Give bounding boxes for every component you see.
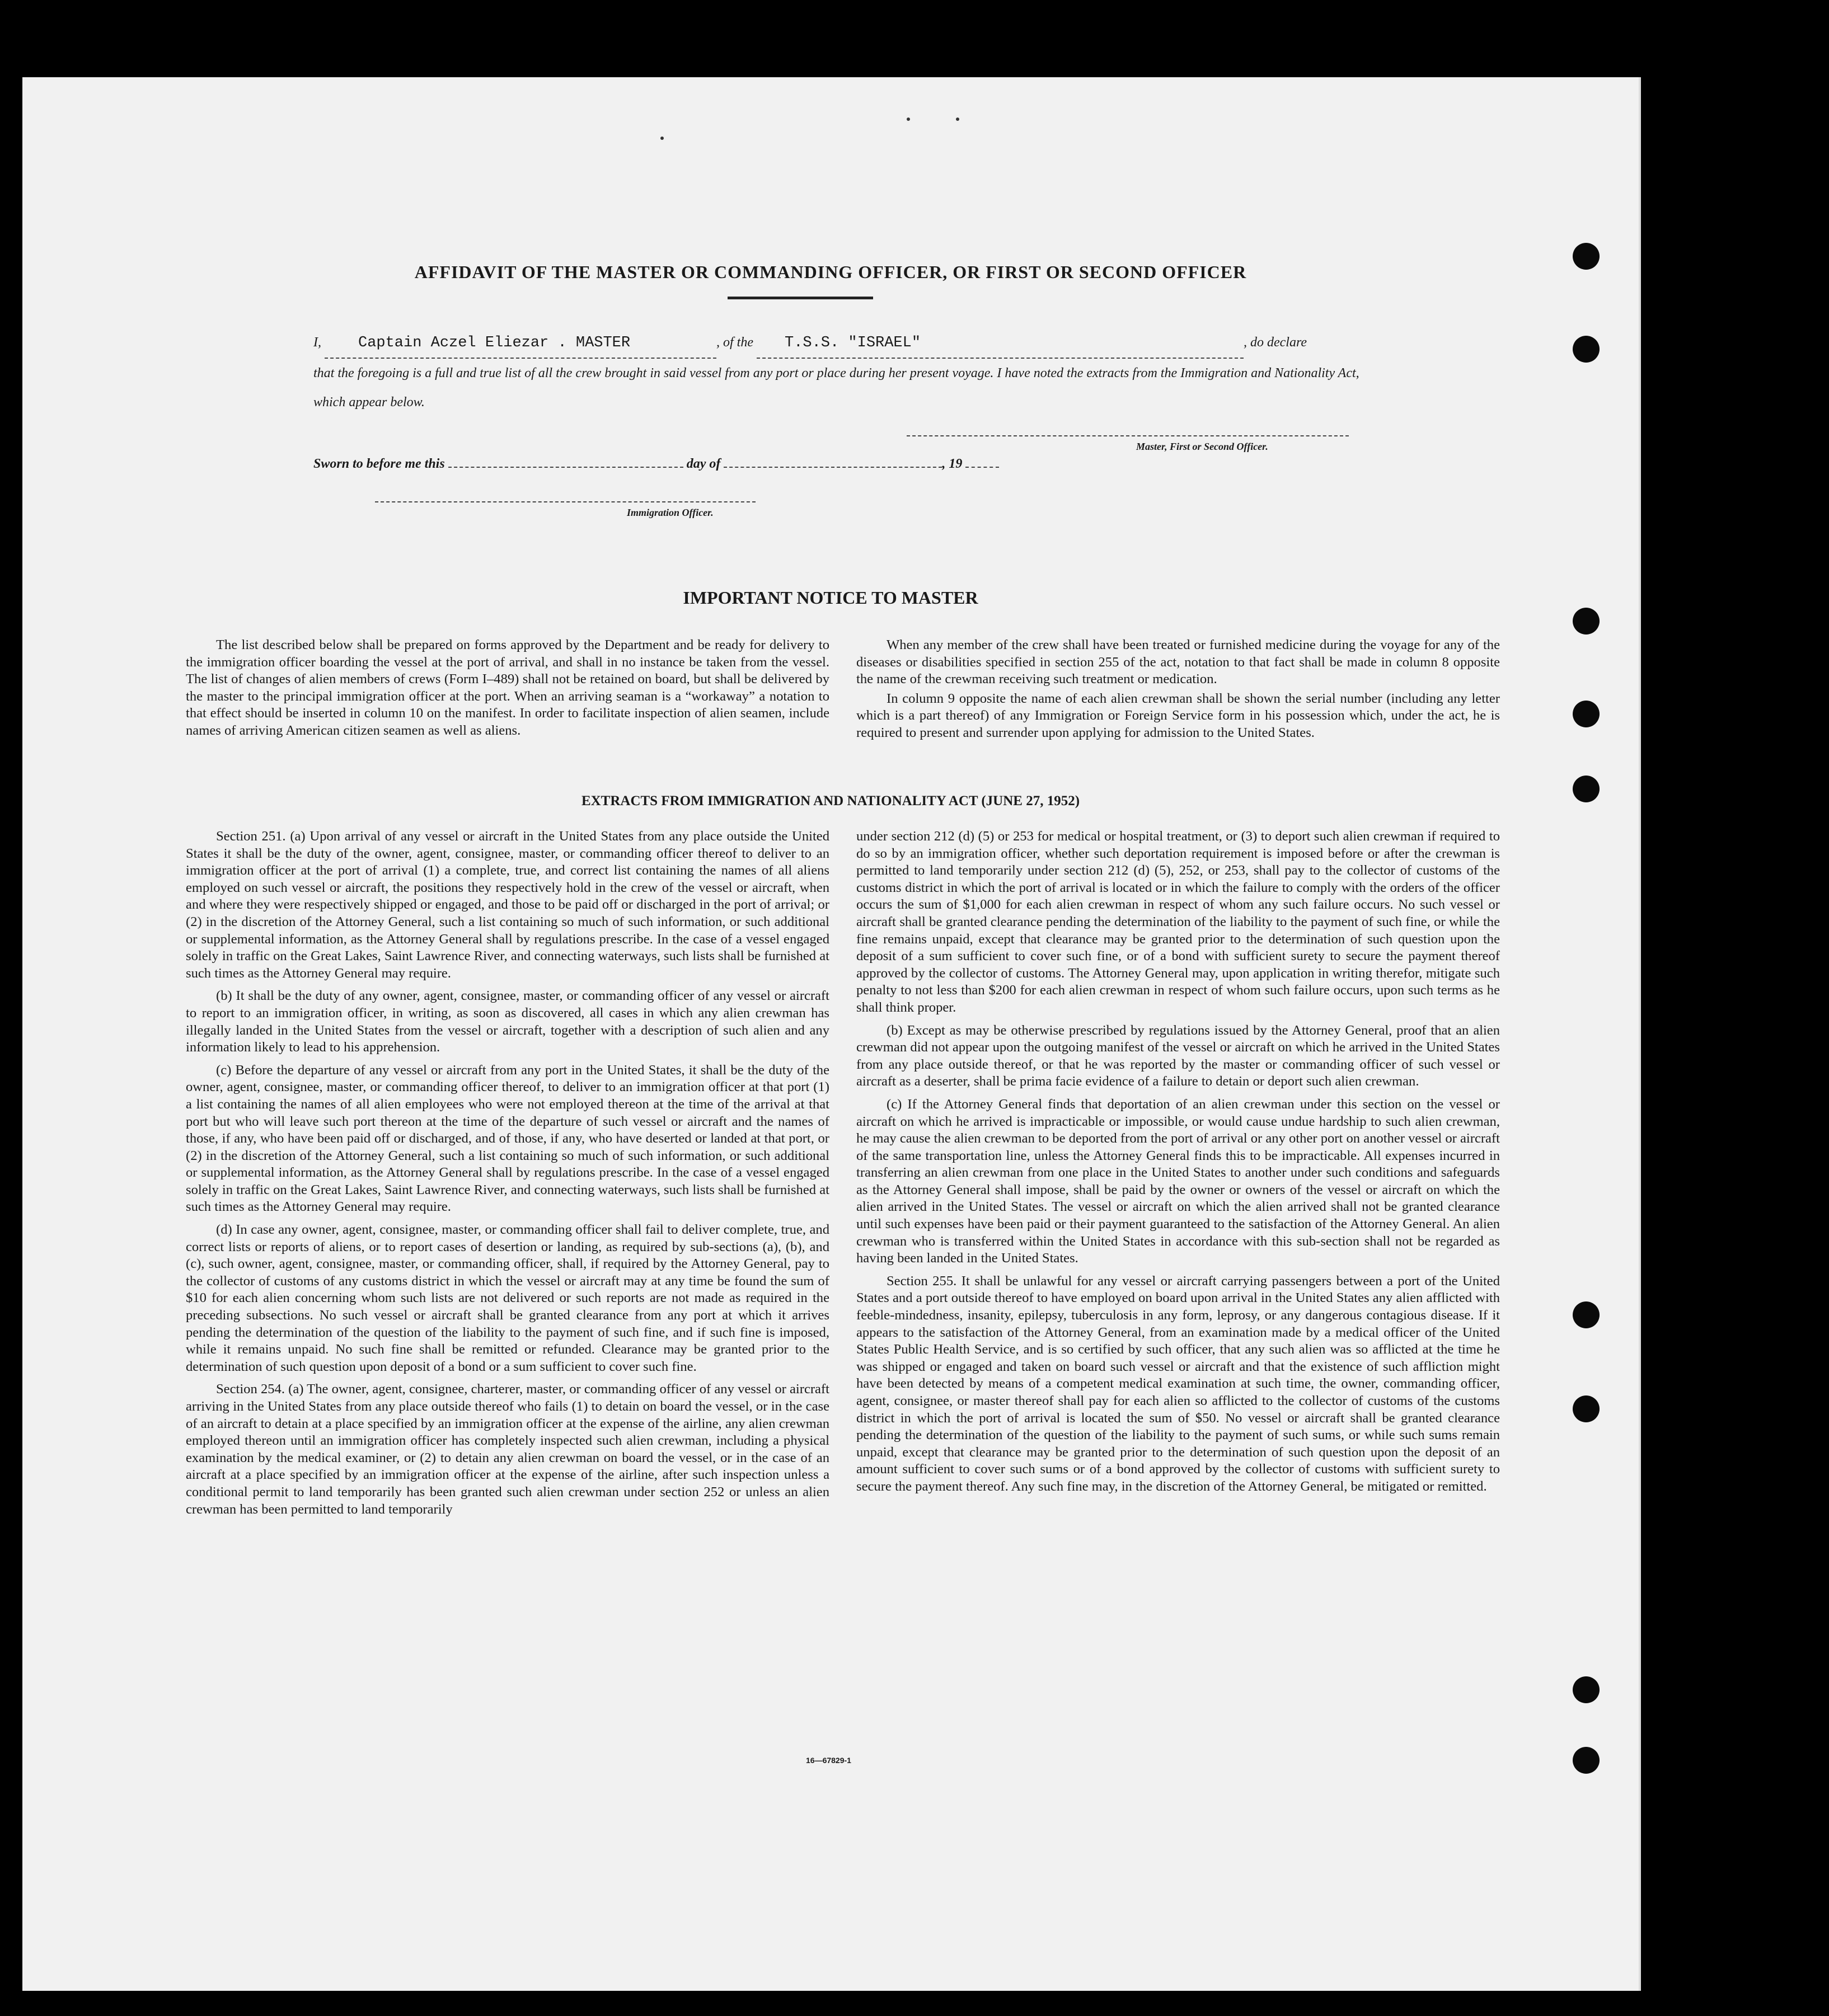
- binder-hole: [1573, 1395, 1600, 1422]
- binder-hole: [1573, 1301, 1600, 1328]
- sworn-label: Sworn to before me this: [313, 457, 445, 471]
- speck: [956, 118, 959, 121]
- sworn-month-field: [724, 467, 942, 468]
- speck: [907, 118, 910, 121]
- immigration-officer-label: Immigration Officer.: [627, 507, 714, 518]
- year-label: , 19: [942, 457, 963, 471]
- extract-paragraph: (d) In case any owner, agent, consignee, master, or commanding officer shall fail to deliver complete, true, and correct lists or reports of aliens, or to report cases of desertion or landing, as required by sub-sections (a), (b), and (c), such owner, agent, consignee, master, or commanding officer, shall, if required by the Attorney General, pay to the collector of customs of any customs district in which the vessel or aircraft may at any time be found the sum of $10 for each alien concerning whom such lists are not delivered or such reports are not made as required in the preceding subsections. No such vessel or aircraft shall be granted clearance from any port at which it arrives pending the determination of the question of the liability to the payment of such fine, and if such fine is imposed, while it remains unpaid. No such fine shall be remitted or refunded. Clearance may be granted prior to the determination of such question upon deposit of a bond or a sum sufficient to cover such fine.: [186, 1222, 829, 1374]
- sworn-year-field: [965, 467, 999, 468]
- sworn-day-field: [448, 467, 683, 468]
- vessel-name: T.S.S. "ISRAEL": [785, 335, 921, 351]
- master-signature-line: [907, 435, 1349, 436]
- declaration-i: I,: [313, 335, 321, 350]
- notice-left-column: [186, 637, 829, 745]
- declaration-text: that the foregoing is a full and true list of all the crew brought in said vessel from any port or place during her present voyage. I have noted the extracts from the Immigration and Nationality Act, which appear below.: [313, 366, 1359, 410]
- notice-right-paragraph-2: In column 9 opposite the name of each alien crewman shall be shown the serial number (including any letter which is a part thereof) of any Immigration or Foreign Service form in his possession which, under the act, he is required to present and surrender upon applying for admission to the United States.: [856, 690, 1500, 740]
- extract-paragraph: (c) If the Attorney General finds that deportation of an alien crewman under this section on the vessel or aircraft on which he arrived is impracticable or impossible, or would cause undue hardship to such alien crewman, he may cause the alien crewman to be deported from the port of arrival or any other port on another vessel or aircraft of the same transportation line, unless the Attorney General finds this to be impracticable. All expenses incurred in transferring an alien crewman from one place in the United States to another under such conditions and safeguards as the Attorney General shall impose, shall be paid by the owner or owners of the vessel or aircraft on which the alien arrived in the United States. The vessel or aircraft on which the alien arrived shall not be granted clearance until such expenses have been paid or their payment guaranteed to the satisfaction of the Attorney General. An alien crewman who is transferred within the United States in accordance with this sub-section shall not be regarded as having been landed in the United States.: [856, 1096, 1500, 1266]
- extract-paragraph: Section 255. It shall be unlawful for any vessel or aircraft carrying passengers between a port of the United States and a port outside thereof to have employed on board upon arrival in the United States any alien afflicted with feeble-mindedness, insanity, epilepsy, tuberculosis in any form, leprosy, or any dangerous contagious disease. If it appears to the satisfaction of the Attorney General, from an examination made by a medical officer of the United States Public Health Service, and is so certified by such officer, that any such alien was so afflicted at the time he was shipped or engaged and taken on board such vessel or aircraft and that the existence of such affliction might have been detected by means of a competent medical examination at such time, the owner, commanding officer, agent, consignee, or master thereof shall pay for each alien so afflicted to the collector of customs of the customs district in which the port of arrival is located the sum of $50. No vessel or aircraft shall be granted clearance pending the determination of the question of the liability to the payment of such sums, or while such sums remain unpaid, except that clearance may be granted prior to the determination of such question upon the deposit of an amount sufficient to cover such sums or of a bond approved by the collector of customs with sufficient surety to secure the payment thereof. Any such fine may, in the discretion of the Attorney General, be mitigated or remitted.: [856, 1273, 1500, 1494]
- notice-right-column: [856, 637, 1500, 748]
- declaration: [313, 328, 1377, 417]
- declaration-of-the: , of the: [716, 335, 753, 350]
- notice-title: IMPORTANT NOTICE TO MASTER: [683, 588, 978, 608]
- title-underline: [728, 297, 873, 299]
- extract-paragraph: Section 254. (a) The owner, agent, consignee, charterer, master, or commanding officer of any vessel or aircraft arriving in the United States from any place outside thereof who fails (1) to detain on board the vessel, or in the case of an aircraft to detain at a place specified by an immigration officer at the expense of the airline, any alien crewman employed thereon until an immigration officer has completely inspected such alien crewman, including a physical examination by the medical examiner, or (2) to detain any alien crewman on board the vessel, or in the case of an aircraft at a place specified by an immigration officer at the expense of the airline, after such inspection unless a conditional permit to land temporarily has been granted such alien crewman under section 252 or unless an alien crewman has been permitted to land temporarily: [186, 1381, 829, 1517]
- extract-paragraph: (b) It shall be the duty of any owner, agent, consignee, master, or commanding officer of any vessel or aircraft to report to an immigration officer, in writing, as soon as discovered, all cases in which any alien crewman has illegally landed in the United States from the vessel or aircraft, together with a description of such alien and any information likely to lead to his apprehension.: [186, 988, 829, 1055]
- master-signature-label: Master, First or Second Officer.: [1136, 441, 1268, 452]
- extract-paragraph: Section 251. (a) Upon arrival of any vessel or aircraft in the United States from any place outside the United States it shall be the duty of the owner, agent, consignee, master, or commanding officer thereof to deliver to an immigration officer at the port of arrival (1) a complete, true, and correct list containing the names of all aliens employed on such vessel or aircraft, the positions they respectively hold in the crew of the vessel or aircraft, when and where they were respectively shipped or engaged, and those to be paid off or discharged in the port of arrival; or (2) in the discretion of the Attorney General, such a list containing so much of such information, or such additional or supplemental information, as the Attorney General shall by regulations prescribe. In the case of a vessel engaged solely in traffic on the Great Lakes, Saint Lawrence River, and connecting waterways, such lists shall be furnished at such times as the Attorney General may require.: [186, 829, 829, 981]
- binder-hole: [1573, 1676, 1600, 1703]
- binder-hole: [1573, 336, 1600, 363]
- extract-paragraph: (c) Before the departure of any vessel or aircraft from any port in the United States, it shall be the duty of the owner, agent, consignee, master, or commanding officer thereof, to deliver to an immigration officer at that port (1) a list containing the names of all alien employees who were not employed thereon at the time of the arrival at that port but who will leave such port thereon at the time of the departure of such vessel or aircraft and the names of those, if any, who have been paid off or discharged, and of those, if any, who have deserted or landed at that port, or (2) in the discretion of the Attorney General, such a list containing so much of such information, or such additional or supplemental information, as the Attorney General shall by regulations prescribe. In the case of a vessel engaged solely in traffic on the Great Lakes, Saint Lawrence River, and connecting waterways, such lists shall be furnished at such times as the Attorney General may require.: [186, 1062, 829, 1215]
- day-of-label: day of: [686, 457, 721, 471]
- notice-left-paragraph: The list described below shall be prepared on forms approved by the Department and be ready for delivery to the immigration officer boarding the vessel at the port of arrival, and shall in no instance be taken from the vessel. The list of changes of alien members of crews (Form I–489) shall not be retained on board, but shall be delivered by the master to the principal immigration officer at the port. When an arriving seaman is a “workaway” a notation to that effect should be inserted in column 10 on the manifest. In order to facilitate inspection of alien seamen, include names of arriving American citizen seamen as well as aliens.: [186, 637, 829, 738]
- notice-right-paragraph-1: When any member of the crew shall have been treated or furnished medicine during the voyage for any of the diseases or disabilities specified in section 255 of the act, notation to that fact shall be made in column 8 opposite the name of the crewman receiving such treatment or medication.: [856, 637, 1500, 687]
- declaration-do-declare: , do declare: [1244, 335, 1307, 350]
- extract-paragraph: (b) Except as may be otherwise prescribed by regulations issued by the Attorney General, proof that an alien crewman did not appear upon the outgoing manifest of the vessel or aircraft on which he arrived in the United States from any place outside thereof, or that he was reported by the master or commanding officer of such vessel or aircraft as a deserter, shall be prima facie evidence of a failure to detain or deport such alien crewman.: [856, 1022, 1500, 1089]
- vessel-name-field: [757, 328, 1244, 359]
- extracts-right-column: [856, 828, 1500, 1501]
- extract-paragraph: under section 212 (d) (5) or 253 for medical or hospital treatment, or (3) to deport such alien crewman if required to do so by an immigration officer, whether such deportation requirement is imposed before or after the crewman is permitted to land temporarily under section 212 (d) (5), 252, or 253, shall pay to the collector of customs of the customs district in which the port of arrival is located or in which the failure to comply with the orders of the officer occurs the sum of $1,000 for each alien crewman in respect of whom any such failure occurs. No such vessel or aircraft shall be granted clearance pending the determination of the liability to the payment of such fine, or while the fine remains unpaid, except that clearance may be granted prior to the determination of such question upon the deposit of a sum sufficient to cover such fine, or of a bond with sufficient surety to secure the payment thereof approved by the collector of customs. The Attorney General may, upon application in writing therefor, mitigate such penalty to not less than $200 for each alien crewman in respect of whom such failure occurs, upon such terms as he shall think proper.: [856, 829, 1500, 1015]
- document-page: [22, 77, 1641, 1991]
- master-name: Captain Aczel Eliezar . MASTER: [358, 335, 631, 351]
- binder-hole: [1573, 701, 1600, 727]
- binder-hole: [1573, 1747, 1600, 1774]
- binder-hole: [1573, 608, 1600, 635]
- master-name-field: [325, 328, 716, 359]
- extracts-title: EXTRACTS FROM IMMIGRATION AND NATIONALITY ACT (JUNE 27, 1952): [581, 793, 1080, 809]
- form-number: 16—67829-1: [806, 1756, 851, 1765]
- extracts-left-column: [186, 828, 829, 1524]
- affidavit-title: AFFIDAVIT OF THE MASTER OR COMMANDING OFFICER, OR FIRST OR SECOND OFFICER: [414, 262, 1247, 282]
- sworn-line: [313, 457, 999, 472]
- speck: [660, 137, 664, 140]
- immigration-officer-signature-line: [375, 501, 756, 502]
